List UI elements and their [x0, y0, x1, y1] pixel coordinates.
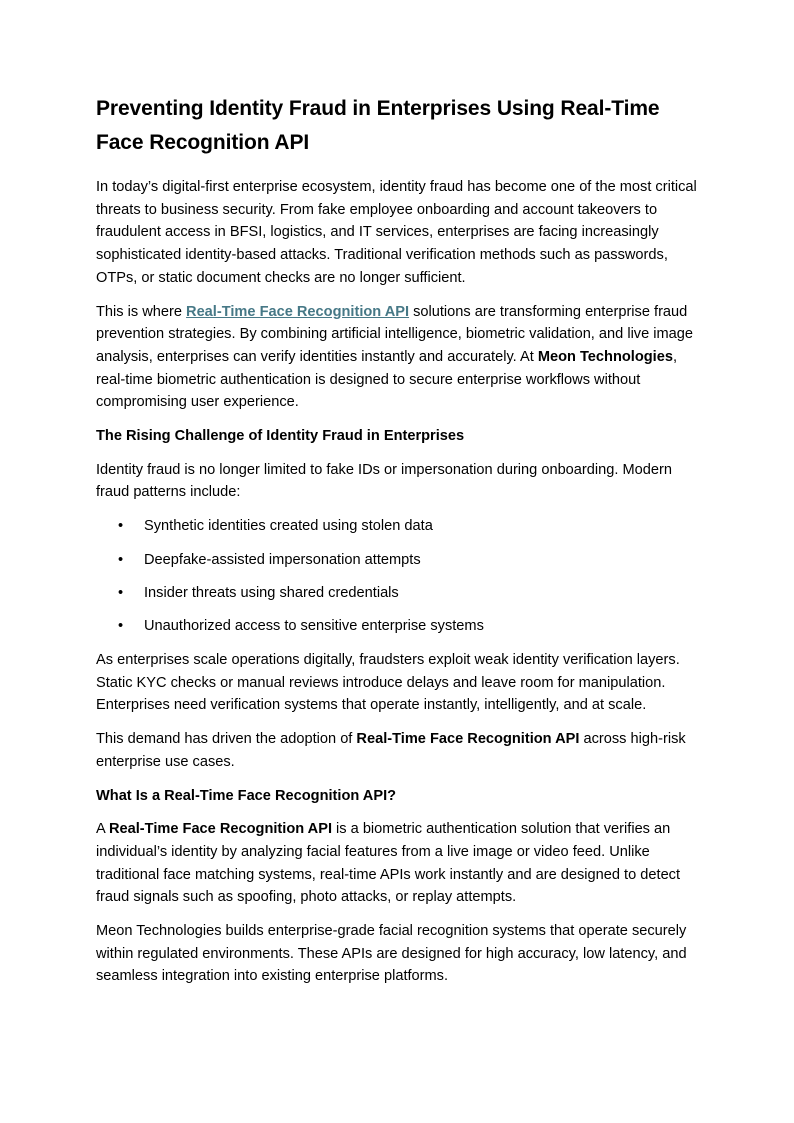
bullet-glyph: •: [118, 584, 124, 601]
definition-bold-term: Real-Time Face Recognition API: [108, 821, 332, 838]
list-item-text: Deepfake-assisted impersonation attempts: [144, 551, 421, 568]
demand-bold-term: Real-Time Face Recognition API: [356, 731, 580, 748]
company-name: Meon Technologies: [537, 348, 673, 365]
fraud-patterns-lead: Identity fraud is no longer limited to fake IDs or impersonation during onboarding. Modern fraud patterns include:: [96, 461, 672, 501]
solution-paragraph: [96, 301, 698, 415]
definition-paragraph: [96, 818, 698, 909]
demand-text-end: across high-risk enterprise use cases.: [96, 731, 686, 770]
definition-text-start: A: [96, 821, 109, 838]
section-heading-what-is-api: What Is a Real-Time Face Recognition API?: [96, 787, 397, 804]
bullet-glyph: •: [118, 518, 124, 535]
solution-text-start: This is where: [96, 303, 187, 320]
list-item: [96, 549, 698, 572]
document-title: Preventing Identity Fraud in Enterprises Using Real-Time Face Recognition API: [96, 97, 660, 154]
section-heading-identity-fraud: The Rising Challenge of Identity Fraud in Enterprises: [96, 428, 465, 445]
scale-paragraph: As enterprises scale operations digitally, fraudsters exploit weak identity verification layers. Static KYC checks or manual reviews introduce delays and leave room for manipulation. Enterprises need verification systems that operate instantly, intelligently, and at scale.: [96, 652, 680, 714]
definition-text-end: is a biometric authentication solution that verifies an individual’s identity by analyzing facial features from a live image or video feed. Unlike traditional face matching systems, real-time APIs work instantly and are designed to detect fraud signals such as spoofing, photo attacks, or replay attempts.: [96, 821, 681, 906]
bullet-glyph: •: [118, 551, 124, 568]
list-item-text: Insider threats using shared credentials: [144, 584, 399, 601]
list-item: [96, 615, 698, 638]
list-item: [96, 582, 698, 605]
demand-paragraph: [96, 728, 698, 773]
bullet-glyph: •: [118, 618, 124, 635]
meon-paragraph: Meon Technologies builds enterprise-grade facial recognition systems that operate securely within regulated environments. These APIs are designed for high accuracy, low latency, and seamless integration into existing enterprise platforms.: [96, 923, 687, 985]
list-item-text: Synthetic identities created using stolen data: [144, 518, 433, 535]
solution-text-end: , real-time biometric authentication is designed to secure enterprise workflows without compromising user experience.: [96, 348, 678, 411]
solution-text-middle: solutions are transforming enterprise fraud prevention strategies. By combining artificial intelligence, biometric validation, and live image analysis, enterprises can verify identities instantly and accurately. At: [96, 303, 694, 365]
document-page: [96, 92, 698, 999]
list-item-text: Unauthorized access to sensitive enterprise systems: [144, 618, 484, 635]
fraud-patterns-list: [96, 515, 698, 638]
face-recognition-api-link[interactable]: Real-Time Face Recognition API: [186, 303, 410, 320]
intro-paragraph: In today’s digital-first enterprise ecosystem, identity fraud has become one of the most critical threats to business security. From fake employee onboarding and account takeovers to fraudulent access in BFSI, logistics, and IT services, enterprises are facing increasingly sophisticated identity-based attacks. Traditional verification methods such as passwords, OTPs, or static document checks are no longer sufficient.: [96, 179, 697, 286]
list-item: [96, 515, 698, 538]
demand-text-start: This demand has driven the adoption of: [96, 731, 357, 748]
